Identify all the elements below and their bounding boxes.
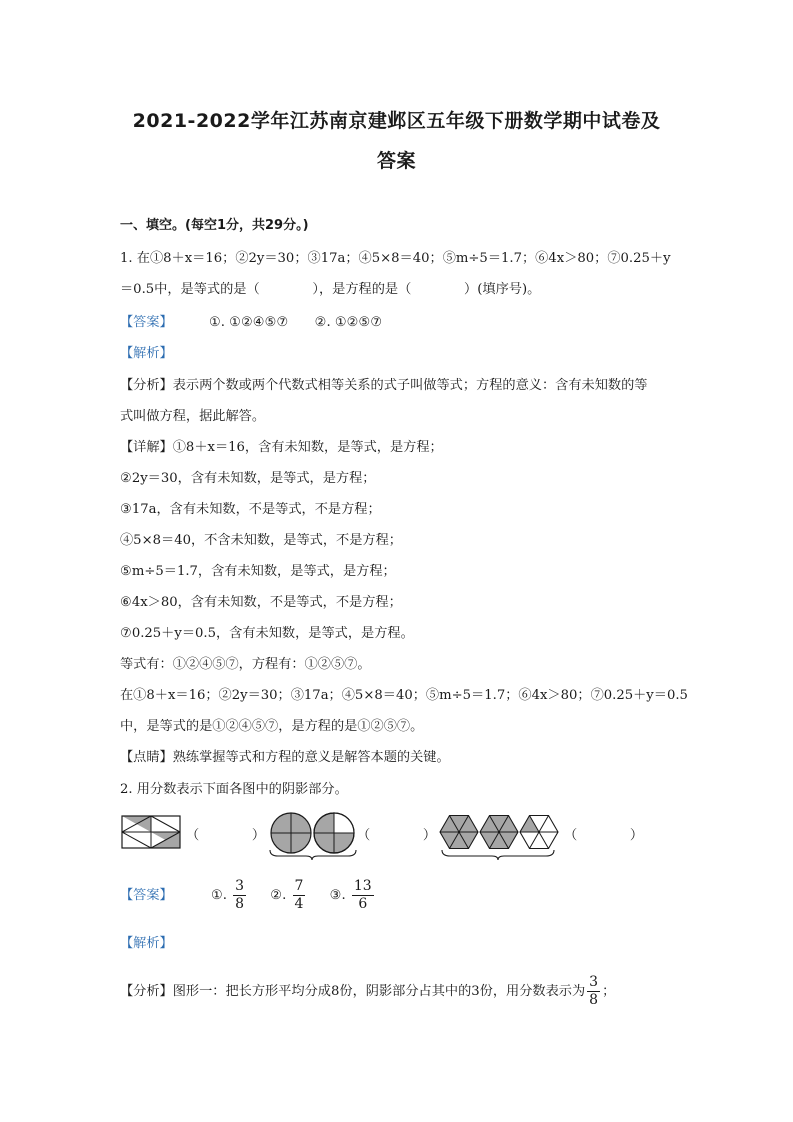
q1-detail-line: 等式有：①②④⑤⑦，方程有：①②⑤⑦。	[120, 657, 371, 672]
figure-hexagons	[440, 816, 558, 861]
q1-dianjing: 【点睛】熟练掌握等式和方程的意义是解答本题的关键。	[120, 750, 450, 765]
q2-fenxi: 【分析】图形一：把长方形平均分成8份，阴影部分占其中的3份，用分数表示为 $\frac{3}{8}$ ；	[120, 974, 616, 1008]
q2-stem: 2. 用分数表示下面各图中的阴影部分。	[120, 782, 348, 797]
q1-detail-line: 中，是等式的是①②④⑤⑦，是方程的是①②⑤⑦。	[120, 719, 424, 734]
answer-tag: 【答案】	[120, 315, 173, 330]
q1-fenxi-line1: 【分析】表示两个数或两个代数式相等关系的式子叫做等式；方程的意义：含有未知数的等	[120, 378, 648, 393]
answer-fraction: $\frac{13}{6}$	[353, 878, 372, 912]
page-title-line2: 答案	[376, 150, 416, 172]
page-title-line1: 2021-2022学年江苏南京建邺区五年级下册数学期中试卷及	[132, 110, 661, 132]
figure-circles	[270, 813, 356, 860]
q2-answer-row	[120, 876, 376, 916]
figure-rectangle	[122, 816, 180, 848]
q1-detail-line: ④5×8＝40，不含未知数，是等式，不是方程；	[120, 533, 402, 548]
q1-detail-line: 【详解】①8＋x＝16，含有未知数，是等式，是方程；	[120, 440, 443, 455]
answer-label: ③.	[329, 888, 346, 903]
q1-analysis-tag: 【解析】	[120, 346, 173, 361]
section-heading: 一、填空。(每空1分，共29分。)	[120, 218, 309, 233]
answer-tag: 【答案】	[120, 888, 173, 903]
q2-analysis-tag: 【解析】	[120, 936, 173, 951]
q1-stem-line1: 1. 在①8＋x＝16；②2y＝30；③17a；④5×8＝40；⑤m÷5＝1.7；⑥4x＞80；⑦0.25＋y	[120, 251, 671, 266]
q1-answer-text: ①. ①②④⑤⑦ ②. ①②⑤⑦	[208, 315, 383, 330]
q1-detail-line: ⑤m÷5＝1.7，含有未知数，是等式，是方程；	[120, 564, 396, 579]
answer-label: ②.	[270, 888, 287, 903]
q1-detail-line: ⑦0.25＋y＝0.5，含有未知数，是等式，是方程。	[120, 626, 414, 641]
q1-detail-line: ③17a，含有未知数，不是等式，不是方程；	[120, 502, 381, 517]
q1-stem-line2: ＝0.5中，是等式的是（ ），是方程的是（ ）(填序号)。	[120, 282, 541, 297]
q1-detail-line: 在①8＋x＝16；②2y＝30；③17a；④5×8＝40；⑤m÷5＝1.7；⑥4x＞80；⑦0.25＋y＝0.5	[120, 688, 688, 703]
q1-answer-row	[120, 314, 382, 332]
q1-detail-line: ②2y＝30，含有未知数，是等式，是方程；	[120, 471, 376, 486]
answer-fraction: $\frac{3}{8}$	[235, 878, 245, 912]
q2-blank-3[interactable]: （ ）	[564, 828, 644, 843]
q1-detail-line: ⑥4x＞80，含有未知数，不是等式，不是方程；	[120, 595, 402, 610]
q2-blank-1[interactable]: （ ）	[186, 828, 266, 843]
answer-label: ①.	[210, 888, 227, 903]
fenxi-fraction: $\frac{3}{8}$	[589, 974, 599, 1008]
answer-fraction: $\frac{7}{4}$	[294, 878, 304, 912]
q2-blank-2[interactable]: （ ）	[357, 828, 437, 843]
q1-fenxi-line2: 式叫做方程，据此解答。	[120, 409, 266, 424]
